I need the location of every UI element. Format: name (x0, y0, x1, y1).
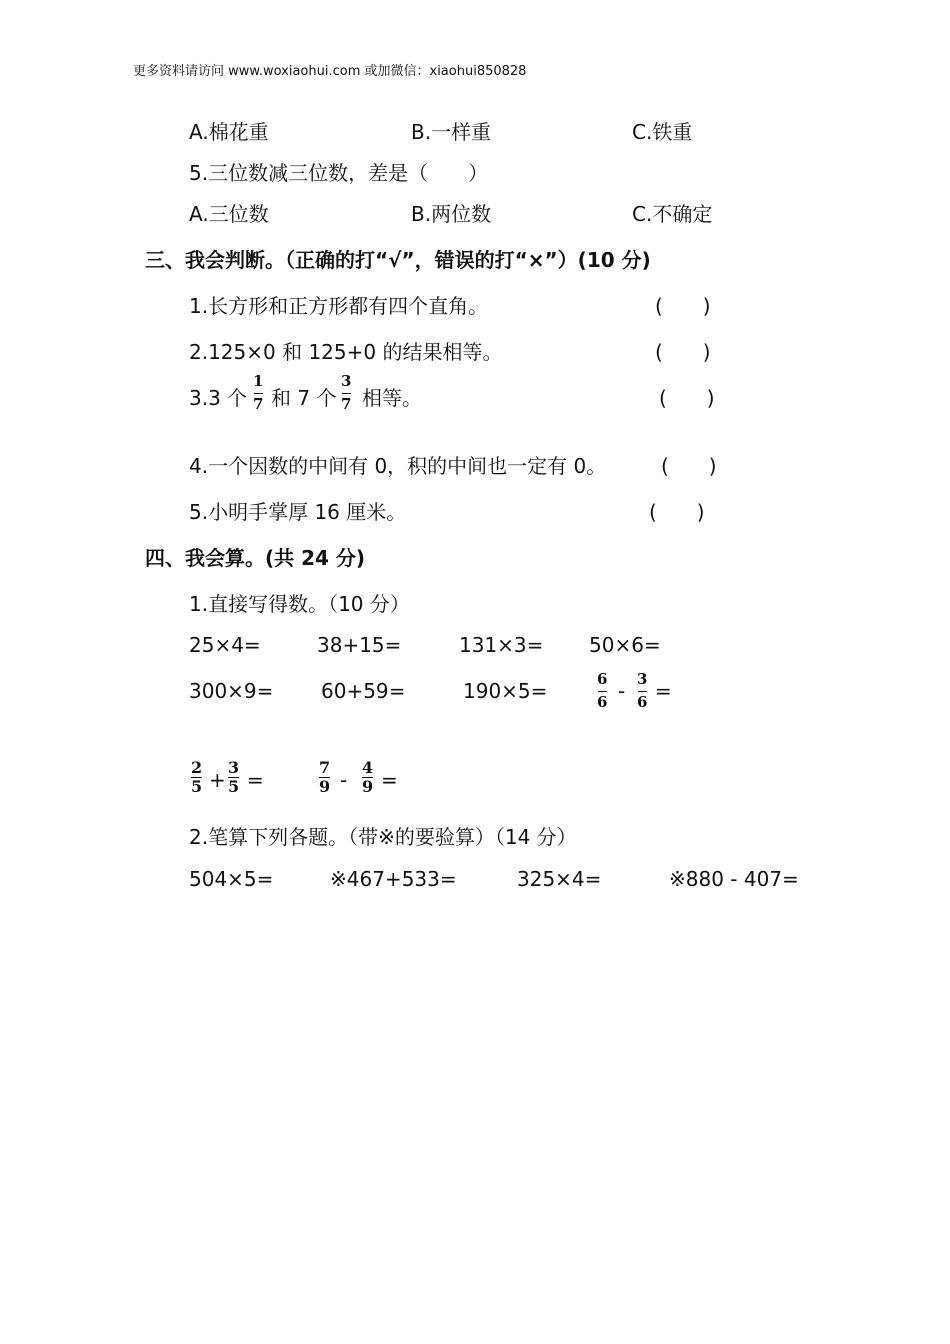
fraction-numerator: 6 (597, 670, 608, 688)
fraction-denominator: 5 (228, 777, 240, 796)
q4-option-c: C.铁重 (632, 120, 693, 144)
calc-item: 60+59= (321, 679, 406, 703)
fraction-3-5 (227, 760, 240, 795)
fraction-7-9 (318, 760, 331, 795)
q4-option-b: B.一样重 (411, 120, 492, 144)
q4-option-a: A.棉花重 (189, 120, 269, 144)
calc-item: 190×5= (463, 679, 548, 703)
fraction-bar (342, 393, 351, 394)
fraction-numerator: 3 (637, 670, 648, 688)
fraction-4-9 (361, 760, 374, 795)
judge-paren-2: ( ) (655, 340, 711, 364)
fraction-numerator: 2 (191, 758, 203, 777)
calc-item: ※467+533= (330, 867, 457, 891)
q5-stem: 5.三位数减三位数，差是（ ） (189, 161, 489, 185)
section4-sub2: 2.笔算下列各题。（带※的要验算）（14 分） (189, 825, 577, 849)
calc-item: 50×6= (589, 633, 661, 657)
operator-plus: + (209, 768, 226, 792)
q5-option-b: B.两位数 (411, 202, 492, 226)
fraction-denominator: 9 (362, 777, 374, 796)
calc-item: 131×3= (459, 633, 544, 657)
calc-item: 38+15= (317, 633, 402, 657)
fraction-numerator: 3 (228, 758, 240, 777)
page-header: 更多资料请访问 www.woxiaohui.com 或加微信：xiaohui850828 (133, 64, 527, 79)
judge-item-2: 2.125×0 和 125+0 的结果相等。 (189, 340, 503, 364)
section4-sub1: 1.直接写得数。（10 分） (189, 592, 410, 616)
judge-paren-3: ( ) (659, 386, 715, 410)
fraction-denominator: 9 (319, 777, 331, 796)
fraction-bar (638, 691, 647, 692)
section4-title: 四、我会算。(共 24 分) (145, 546, 366, 570)
calc-item: 25×4= (189, 633, 261, 657)
fraction-3-7 (340, 374, 352, 412)
fraction-1-7 (252, 374, 264, 412)
fraction-6-6 (596, 672, 608, 710)
fraction-numerator: 4 (362, 758, 374, 777)
fraction-denominator: 5 (191, 777, 203, 796)
calc-item: ※880 - 407= (669, 867, 799, 891)
fraction-numerator: 7 (319, 758, 331, 777)
judge-paren-5: ( ) (649, 500, 705, 524)
operator-minus: - (618, 679, 626, 703)
judge-item-4: 4.一个因数的中间有 0，积的中间也一定有 0。 (189, 454, 607, 478)
judge-item-3-mid: 和 7 个 (271, 386, 337, 410)
fraction-denominator: 6 (637, 693, 648, 711)
q5-option-a: A.三位数 (189, 202, 269, 226)
fraction-denominator: 6 (597, 693, 608, 711)
operator-minus: - (340, 768, 348, 792)
equals-sign: = (247, 768, 264, 792)
judge-paren-1: ( ) (655, 294, 711, 318)
equals-sign: = (381, 768, 398, 792)
q5-option-c: C.不确定 (632, 202, 713, 226)
judge-item-5: 5.小明手掌厚 16 厘米。 (189, 500, 407, 524)
fraction-bar (598, 691, 607, 692)
calc-item: 325×4= (517, 867, 602, 891)
fraction-3-6 (636, 672, 648, 710)
calc-item: 300×9= (189, 679, 274, 703)
fraction-denominator: 7 (341, 395, 352, 413)
judge-item-3-pre: 3.3 个 (189, 386, 248, 410)
section3-title: 三、我会判断。（正确的打“√”，错误的打“×”）(10 分) (145, 248, 651, 272)
fraction-numerator: 1 (253, 372, 264, 390)
judge-item-3-post: 相等。 (362, 386, 422, 410)
fraction-bar (254, 393, 263, 394)
fraction-2-5 (190, 760, 203, 795)
judge-paren-4: ( ) (661, 454, 717, 478)
fraction-numerator: 3 (341, 372, 352, 390)
calc-item: 504×5= (189, 867, 274, 891)
judge-item-1: 1.长方形和正方形都有四个直角。 (189, 294, 489, 318)
equals-sign: = (655, 679, 672, 703)
fraction-denominator: 7 (253, 395, 264, 413)
